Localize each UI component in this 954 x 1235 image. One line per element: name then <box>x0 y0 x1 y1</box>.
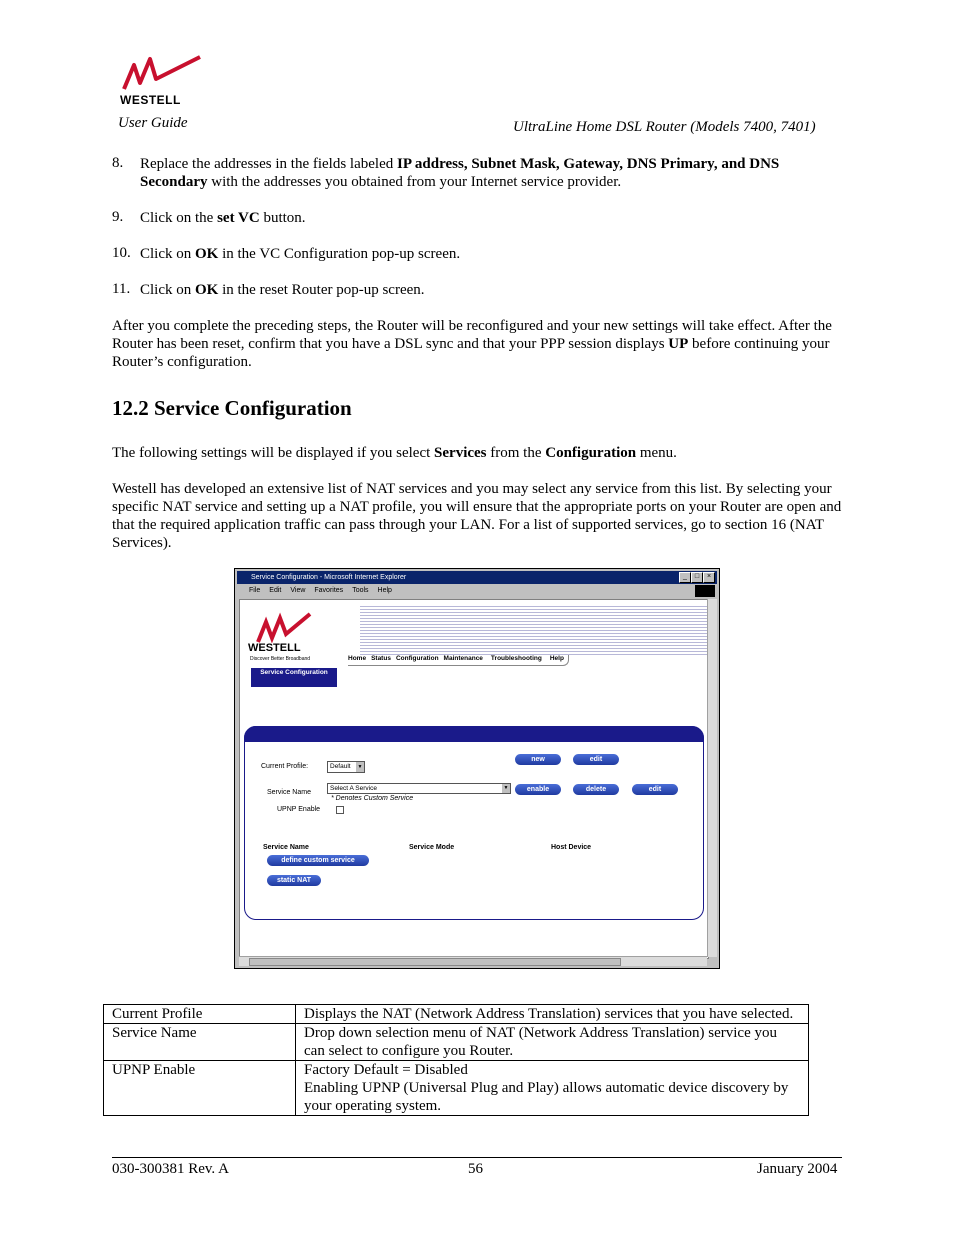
menu-favorites[interactable]: Favorites <box>314 587 344 594</box>
menu-edit[interactable]: Edit <box>269 587 282 594</box>
table-cell-desc: Drop down selection menu of NAT (Network Address Translation) service you can select to configure you Router. <box>296 1024 809 1061</box>
text: in the VC Configuration pop-up screen. <box>218 246 461 262</box>
step-number: 8. <box>112 155 124 171</box>
step-text <box>140 155 830 191</box>
table-cell-term: Service Name <box>104 1024 296 1061</box>
nav-status[interactable]: Status <box>371 655 391 662</box>
table-row <box>104 1024 809 1061</box>
nav-configuration[interactable]: Configuration <box>395 655 439 662</box>
step-number: 10. <box>112 245 131 261</box>
bold-text: IP address, Subnet Mask, Gateway, DNS Primary, and DNS Secondary <box>140 156 780 190</box>
footer-doc-number: 030-300381 Rev. A <box>112 1161 229 1177</box>
service-name-label: Service Name <box>267 789 311 796</box>
header-left-label: User Guide <box>118 115 188 131</box>
step-text <box>140 245 830 263</box>
menu-bar <box>237 584 717 598</box>
text: in the reset Router pop-up screen. <box>218 282 425 298</box>
minimize-icon[interactable]: _ <box>679 572 691 583</box>
table-cell-desc <box>296 1061 809 1116</box>
current-profile-value: Default <box>330 763 351 770</box>
config-panel <box>244 726 704 920</box>
window-title: Service Configuration - Microsoft Internet Explorer <box>251 574 407 581</box>
table-cell-term: UPNP Enable <box>104 1061 296 1116</box>
text: with the addresses you obtained from your Internet service provider. <box>207 174 622 190</box>
close-icon[interactable]: × <box>703 572 715 583</box>
dropdown-arrow-icon: ▼ <box>357 764 363 770</box>
browser-viewport <box>239 599 709 959</box>
bold-text: OK <box>195 246 219 262</box>
side-tab-service-configuration[interactable]: Service Configuration <box>251 668 337 687</box>
col-header-host-device: Host Device <box>551 844 592 851</box>
menu-tools[interactable]: Tools <box>352 587 369 594</box>
col-header-service-name: Service Name <box>263 844 309 851</box>
vertical-scrollbar[interactable] <box>707 599 717 957</box>
delete-button[interactable]: delete <box>573 784 619 795</box>
custom-service-note: * Denotes Custom Service <box>331 795 414 802</box>
bold-text: Configuration <box>545 445 637 461</box>
router-tagline: Discover Better Broadband <box>250 656 311 662</box>
service-name-value: Select A Service <box>330 785 377 792</box>
browser-screenshot <box>234 568 720 969</box>
nav-help[interactable]: Help <box>549 655 564 662</box>
step-number: 11. <box>112 281 131 297</box>
edit-profile-button[interactable]: edit <box>573 754 619 765</box>
text: Click on the <box>140 210 218 226</box>
bold-text: Services <box>434 445 487 461</box>
table-cell-term: Current Profile <box>104 1005 296 1024</box>
menu-file[interactable]: File <box>249 587 261 594</box>
service-name-select[interactable] <box>327 783 511 794</box>
text: Click on <box>140 246 195 262</box>
current-profile-label: Current Profile: <box>261 763 309 770</box>
scroll-thumb[interactable] <box>249 958 621 966</box>
nav-bar <box>348 655 569 666</box>
text: menu. <box>636 445 677 461</box>
text: Replace the addresses in the fields labeled <box>140 156 397 172</box>
desc-line: Enabling UPNP (Universal Plug and Play) allows automatic device discovery by your operating system. <box>304 1080 789 1114</box>
step-number: 9. <box>112 209 124 225</box>
menu-help[interactable]: Help <box>377 587 392 594</box>
nav-troubleshooting[interactable]: Troubleshooting <box>490 655 542 662</box>
text: After you complete the preceding steps, the Router will be reconfigured and your new settings will take effect. After the Router has been reset, confirm that you have a DSL sync and that your PPP session displays <box>112 318 832 352</box>
step-text <box>140 281 830 299</box>
col-header-service-mode: Service Mode <box>409 844 455 851</box>
panel-header <box>244 726 704 742</box>
nav-maintenance[interactable]: Maintenance <box>443 655 483 662</box>
table-row <box>104 1061 809 1116</box>
edit-service-button[interactable]: edit <box>632 784 678 795</box>
current-profile-select[interactable] <box>327 761 365 773</box>
text: before continuing your Router’s configuration. <box>112 336 830 370</box>
footer-rule <box>112 1157 842 1158</box>
nav-home[interactable]: Home <box>348 655 367 662</box>
table-cell-desc: Displays the NAT (Network Address Translation) services that you have selected. <box>296 1005 809 1024</box>
paragraph-intro <box>112 444 847 462</box>
router-logo-wordmark: WESTELL <box>248 642 301 654</box>
footer-date: January 2004 <box>757 1161 838 1177</box>
ie-logo-icon <box>695 585 715 597</box>
upnp-enable-label: UPNP Enable <box>277 806 321 813</box>
paragraph-reset <box>112 317 847 371</box>
define-custom-service-button[interactable]: define custom service <box>267 855 369 866</box>
step-text <box>140 209 830 227</box>
desc-line: Factory Default = Disabled <box>304 1062 468 1078</box>
maximize-icon[interactable]: □ <box>691 572 703 583</box>
new-button[interactable]: new <box>515 754 561 765</box>
bold-text: OK <box>195 282 219 298</box>
menu-view[interactable]: View <box>290 587 306 594</box>
enable-button[interactable]: enable <box>515 784 561 795</box>
bold-text: UP <box>668 336 689 352</box>
header-stripes <box>360 606 708 656</box>
upnp-enable-checkbox[interactable] <box>336 806 344 814</box>
header-right-title: UltraLine Home DSL Router (Models 7400, 7401) <box>513 119 816 135</box>
settings-table <box>103 1004 809 1116</box>
westell-logo <box>118 55 202 107</box>
text: button. <box>259 210 306 226</box>
router-logo <box>248 612 318 662</box>
footer-page-number: 56 <box>468 1161 483 1177</box>
text: The following settings will be displayed if you select <box>112 445 435 461</box>
logo-wordmark: WESTELL <box>120 93 181 107</box>
dropdown-arrow-icon: ▼ <box>503 785 509 791</box>
window-title-bar <box>237 571 717 584</box>
table-row <box>104 1005 809 1024</box>
horizontal-scrollbar[interactable] <box>239 956 707 966</box>
paragraph-nat: Westell has developed an extensive list of NAT services and you may select any service from this list. By selecting your specific NAT service and setting up a NAT profile, you will ensure that the appropriate ports on your Router are open and that the required application traffic can pass through your LAN. For a list of supported services, go to section 16 (NAT Services). <box>112 481 842 551</box>
text: from the <box>486 445 546 461</box>
section-heading: 12.2 Service Configuration <box>112 396 352 420</box>
bold-text: set VC <box>217 210 260 226</box>
static-nat-button[interactable]: static NAT <box>267 875 321 886</box>
text: Click on <box>140 282 195 298</box>
